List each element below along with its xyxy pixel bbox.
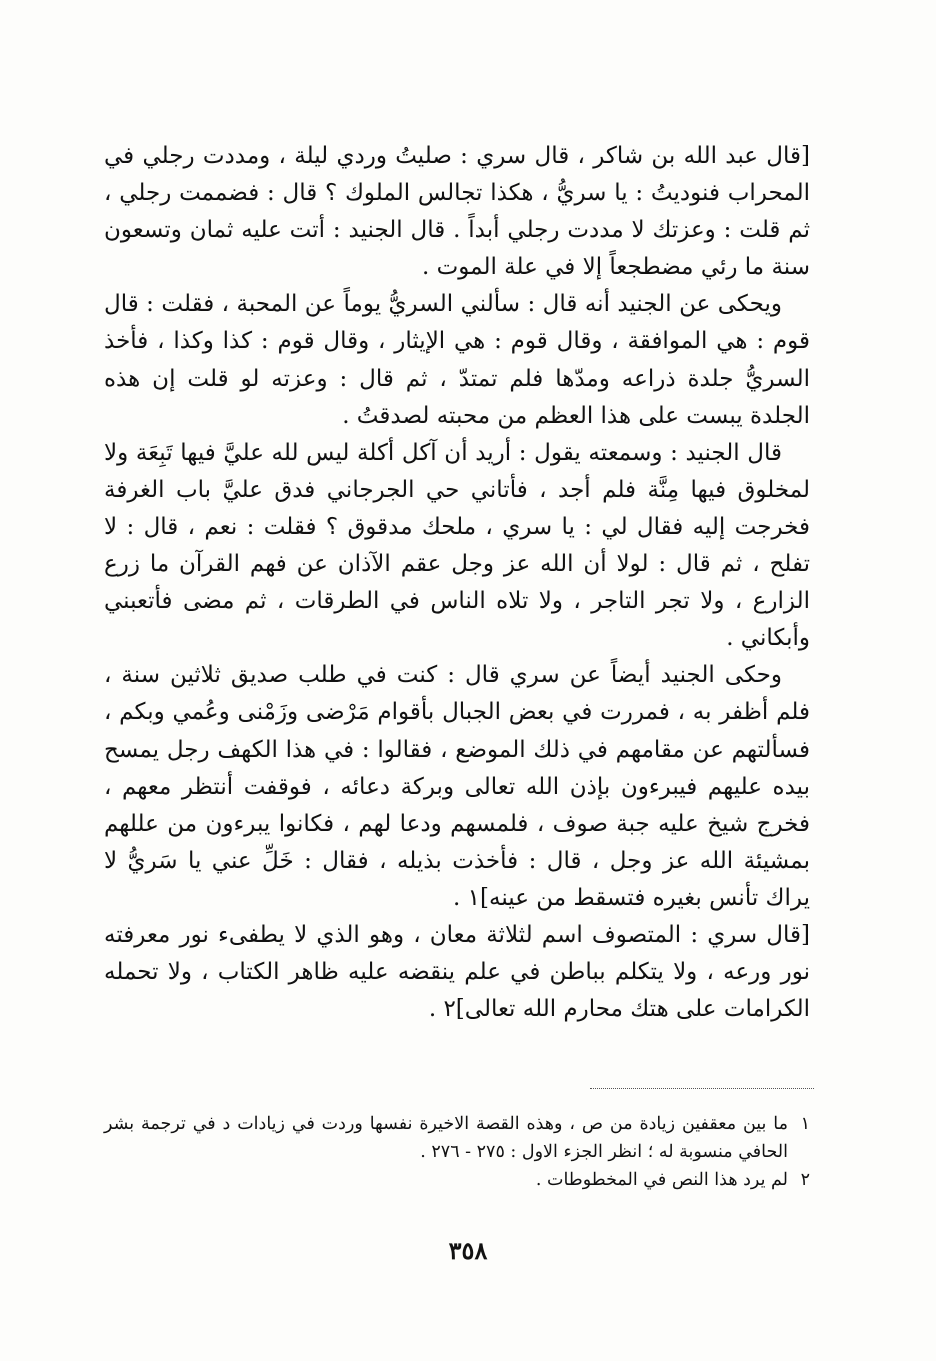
footnotes xyxy=(104,1110,810,1194)
footnote-text: ما بين معقفين زيادة من ص ، وهذه القصة الاخيرة نفسها وردت في زيادات د في ترجمة بشر الحافي منسوبة له ؛ انظر الجزء الاول : ٢٧٥ - ٢٧٦ . xyxy=(104,1114,788,1162)
footnote-text: لم يرد هذا النص في المخطوطات . xyxy=(535,1170,788,1190)
footnote-separator xyxy=(590,1088,814,1089)
main-text xyxy=(104,138,810,1028)
footnote-number: ١ xyxy=(800,1114,810,1134)
footnote xyxy=(104,1166,810,1194)
page-number: ٣٥٨ xyxy=(448,1236,488,1265)
paragraph: قال الجنيد : وسمعته يقول : أريد أن آكل أكلة ليس لله عليَّ فيها تَبِعَة ولا لمخلوق فيها مِنَّة فلم أجد ، فأتاني حي الجرجاني فدق عليَّ باب الغرفة فخرجت إليه فقال لي : يا سري ، ملحك مدقوق ؟ فقلت : نعم ، قال : لا تفلح ، ثم قال : لولا أن الله عز وجل عقم الآذان عن فهم القرآن ما زرع الزارع ، ولا تجر التاجر ، ولا تلاه الناس في الطرقات ، ثم مضى فأتعبني وأبكاني . xyxy=(104,439,810,652)
footnote xyxy=(104,1110,810,1166)
footnote-number: ٢ xyxy=(800,1170,810,1190)
paragraph: ويحكى عن الجنيد أنه قال : سألني السريُّ يوماً عن المحبة ، فقلت : قال قوم : هي الموافقة ، وقال قوم : هي الإيثار ، وقال قوم : كذا وكذا ، فأخذ السريُّ جلدة ذراعه ومدّها فلم تمتدّ ، ثم قال : وعزته لو قلت إن هذه الجلدة يبست على هذا العظم من محبته لصدقتُ . xyxy=(104,291,810,429)
paragraph: [قال عبد الله بن شاكر ، قال سري : صليتُ وردي ليلة ، ومددت رجلي في المحراب فنوديتُ : يا سريُّ ، هكذا تجالس الملوك ؟ قال : فضممت رجلي ، ثم قلت : وعزتك لا مددت رجلي أبداً . قال الجنيد : أتت عليه ثمان وتسعون سنة ما رئي مضطجعاً إلا في علة الموت . xyxy=(104,143,810,281)
paragraph: [قال سري : المتصوف اسم لثلاثة معان ، وهو الذي لا يطفىء نور معرفته نور ورعه ، ولا يتكلم بباطن في علم ينقضه عليه ظاهر الكتاب ، ولا تحمله الكرامات على هتك محارم الله تعالى]٢ . xyxy=(104,921,810,1023)
paragraph: وحكى الجنيد أيضاً عن سري قال : كنت في طلب صديق ثلاثين سنة ، فلم أظفر به ، فمررت في بعض الجبال بأقوام مَرْضى وزَمْنى وعُمي وبكم ، فسألتهم عن مقامهم في ذلك الموضع ، فقالوا : في هذا الكهف رجل يمسح بيده عليهم فيبرءون بإذن الله تعالى وبركة دعائه ، فوقفت أنتظر معهم ، فخرج شيخ عليه جبة صوف ، فلمسهم ودعا لهم ، فكانوا يبرءون من عللهم بمشيئة الله عز وجل ، قال : فأخذت بذيله ، فقال : خَلِّ عني يا سَريُّ لا يراك تأنس بغيره فتسقط من عينه]١ . xyxy=(104,662,810,911)
